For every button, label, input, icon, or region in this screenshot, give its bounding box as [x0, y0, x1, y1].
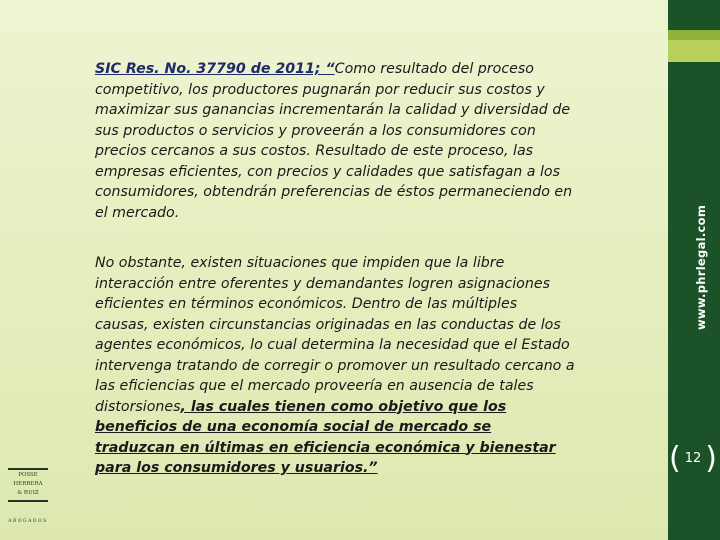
sidebar-stripe-lime — [668, 40, 720, 62]
quote-paragraph-2 — [95, 253, 575, 479]
page-number-badge — [667, 440, 719, 480]
logo-divider-bottom — [8, 500, 48, 502]
logo-text-line-3: & RUIZ — [17, 490, 39, 496]
website-url[interactable]: www.phrlegal.com — [694, 204, 708, 330]
sidebar-stripe-green — [668, 30, 720, 40]
right-bracket-icon: ) — [705, 441, 717, 476]
citation-reference[interactable]: SIC Res. No. 37790 de 2011; “ — [95, 61, 335, 77]
logo-divider-top — [8, 468, 48, 470]
left-bracket-icon: ( — [669, 441, 681, 476]
paragraph-1-text: Como resultado del proceso competitivo, los productores pugnarán por reducir sus costos y maximizar sus ganancias incrementarán la calidad y diversidad de sus productos o servicios y proveerán a los consumidores con precios cercanos a sus costos. Resultado de este proceso, las empresas eficientes, con precios y calidades que satisfagan a los consumidores, obtendrán preferencias de éstos permaneciendo en el mercado. — [95, 61, 573, 221]
logo-text-line-1: POSSE — [18, 472, 38, 478]
logo-text-line-2: HERRERA — [13, 481, 43, 487]
firm-logo — [8, 468, 48, 526]
paragraph-2-emphasis: , las cuales tienen como objetivo que los beneficios de una economía social de mercado se traduzcan en últimas en eficiencia económica y bienestar para los consumidores y usuarios.” — [95, 398, 556, 476]
page-number: 12 — [684, 451, 702, 466]
sidebar-stripe-top — [668, 0, 720, 28]
paragraph-2-text: No obstante, existen situaciones que impiden que la libre interacción entre oferentes y demandantes logren asignaciones eficientes en términos económicos. Dentro de las múltiples causas, existen circunstancias originadas en las conductas de los agentes económicos, lo cual determina la necesidad que el Estado intervenga tratando de corregir o promover un resultado cercano a las eficiencias que el mercado proveería en ausencia de tales distorsiones — [95, 255, 575, 415]
sidebar-stripe-dark — [668, 62, 720, 70]
logo-text-line-4: ABOGADOS — [8, 519, 48, 524]
quote-paragraph-1 — [95, 59, 575, 223]
